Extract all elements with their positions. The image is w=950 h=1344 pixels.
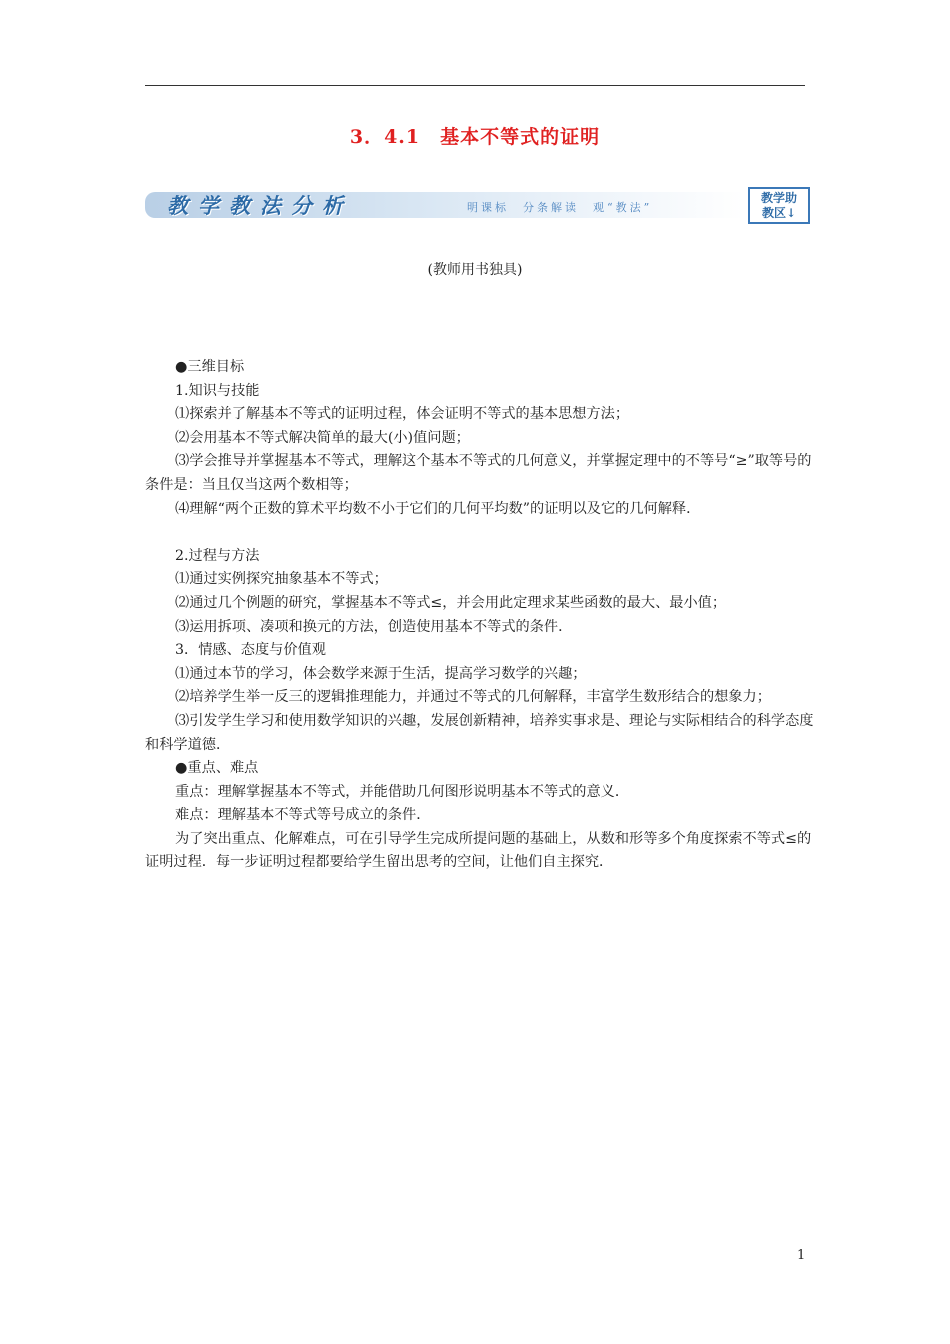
paragraph: 难点：理解基本不等式等号成立的条件． xyxy=(175,807,431,824)
page-number: 1 xyxy=(797,1248,806,1263)
paragraph: ⑵培养学生举一反三的逻辑推理能力，并通过不等式的几何解释，丰富学生数形结合的想象力； xyxy=(175,689,771,706)
paragraph: 1.知识与技能 xyxy=(175,382,260,399)
paragraph: ⑶学会推导并掌握基本不等式，理解这个基本不等式的几何意义，并掌握定理中的不等号“≥”取等号的条件是：当且仅当这两个数相等； xyxy=(145,453,812,493)
paragraph: 2.过程与方法 xyxy=(175,547,260,564)
paragraph: ●三维目标 xyxy=(175,359,245,375)
paragraph: ⑶运用拆项、凑项和换元的方法，创造使用基本不等式的条件． xyxy=(175,618,573,635)
banner-heading: 教学教法分析 xyxy=(167,193,353,218)
top-rule xyxy=(145,85,805,86)
paragraph-gap xyxy=(145,521,815,545)
paragraph: ●重点、难点 xyxy=(175,760,259,777)
page-title: 3．4.1 基本不等式的证明 xyxy=(349,126,601,148)
paragraph: ⑴探索并了解基本不等式的证明过程，体会证明不等式的基本思想方法； xyxy=(175,406,630,423)
banner-subtitle: 明课标 分条解读 观“教法” xyxy=(467,201,653,214)
teacher-note: (教师用书独具) xyxy=(427,262,523,278)
banner-box xyxy=(748,187,810,224)
paragraph: 3．情感、态度与价值观 xyxy=(175,642,326,659)
paragraph: 重点：理解掌握基本不等式，并能借助几何图形说明基本不等式的意义． xyxy=(175,783,630,800)
body-text xyxy=(145,356,815,875)
paragraph: ⑵通过几个例题的研究，掌握基本不等式≤，并会用此定理求某些函数的最大、最小值； xyxy=(175,594,727,611)
paragraph: ⑷理解“两个正数的算术平均数不小于它们的几何平均数”的证明以及它的几何解释． xyxy=(175,500,701,517)
paragraph: ⑴通过实例探究抽象基本不等式； xyxy=(175,571,388,588)
section-banner xyxy=(145,186,815,226)
paragraph: ⑶引发学生学习和使用数学知识的兴趣，发展创新精神，培养实事求是、理论与实际相结合的科学态度和科学道德． xyxy=(145,712,814,753)
paragraph: ⑵会用基本不等式解决简单的最大(小)值问题； xyxy=(175,429,470,446)
banner-box-line1: 教学助 xyxy=(760,191,797,205)
paragraph: 为了突出重点、化解难点，可在引导学生完成所提问题的基础上，从数和形等多个角度探索不等式≤的证明过程．每一步证明过程都要给学生留出思考的空间，让他们自主探究． xyxy=(145,830,812,871)
paragraph: ⑴通过本节的学习，体会数学来源于生活，提高学习数学的兴趣； xyxy=(175,665,587,682)
banner-box-line2: 教区↓ xyxy=(761,206,797,220)
